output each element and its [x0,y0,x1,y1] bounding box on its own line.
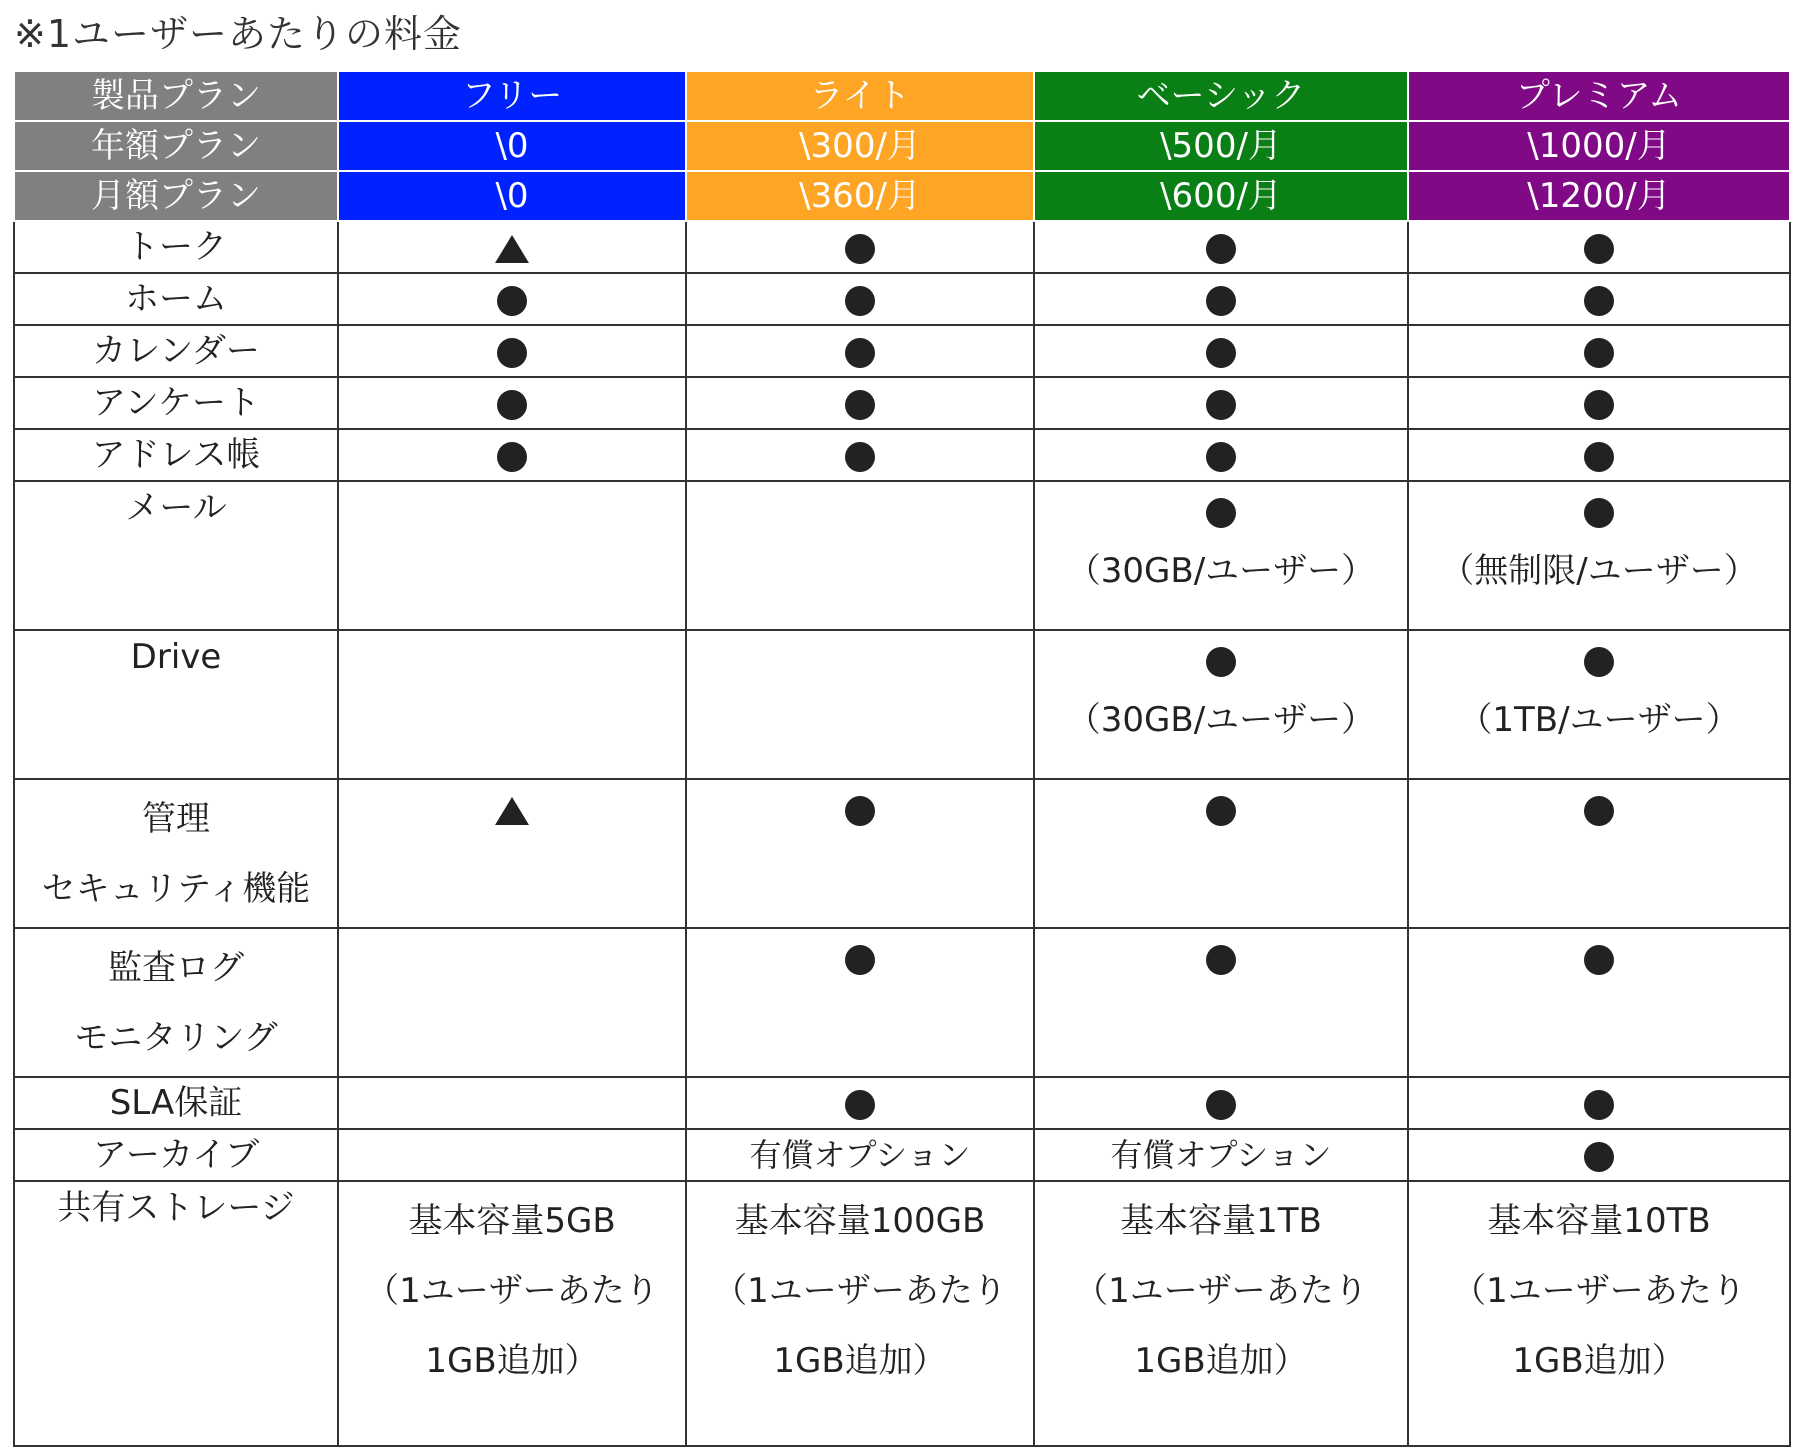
feature-cell [338,273,686,325]
available-circle-icon [1584,390,1614,420]
empty-mark [339,635,685,685]
available-circle-icon [845,945,875,975]
availability-mark [687,222,1033,272]
feature-label: アンケート [14,377,338,429]
annual-price-free: \0 [338,121,686,171]
available-circle-icon [1206,234,1236,264]
feature-cell [1034,377,1408,429]
empty-mark [339,1078,685,1128]
annual-price-lite: \300/月 [686,121,1034,171]
feature-label: ホーム [14,273,338,325]
feature-row-talk [14,221,1790,273]
storage-base: 基本容量5GB [408,1201,616,1241]
available-circle-icon [1584,1142,1614,1172]
feature-label: アーカイブ [14,1129,338,1181]
availability-mark [1409,326,1789,376]
feature-cell [686,429,1034,481]
availability-mark [1035,933,1407,983]
feature-cell [338,429,686,481]
availability-mark [339,430,685,480]
feature-row-home [14,273,1790,325]
available-circle-icon [1584,945,1614,975]
feature-label-text: 共有ストレージ [57,1188,295,1228]
availability-mark [687,933,1033,983]
feature-cell [1034,221,1408,273]
availability-mark [339,326,685,376]
feature-label-line: 監査ログ [108,948,244,988]
available-circle-icon [497,286,527,316]
feature-label [14,1181,338,1446]
storage-per-user: 1GB追加） [1512,1341,1686,1381]
feature-cell [1034,273,1408,325]
feature-cell [1034,325,1408,377]
quota-note: （1TB/ユーザー） [1458,700,1740,740]
feature-cell [1408,221,1790,273]
feature-cell [338,377,686,429]
feature-label: トーク [14,221,338,273]
feature-cell [1408,928,1790,1077]
feature-cell [1034,928,1408,1077]
availability-mark [339,784,685,834]
feature-cell [338,1129,686,1181]
available-circle-icon [1584,796,1614,826]
plan-name-lite: ライト [686,71,1034,121]
availability-mark [1409,486,1789,536]
feature-cell [1408,325,1790,377]
feature-label-text: Drive [130,637,222,677]
feature-cell [338,630,686,779]
monthly-row-label: 月額プラン [14,171,338,221]
feature-cell [686,221,1034,273]
feature-cell [686,377,1034,429]
empty-mark [687,635,1033,685]
paid-option-text: 有償オプション [1110,1136,1332,1174]
feature-cell [686,1129,1034,1181]
feature-cell [686,928,1034,1077]
empty-mark [339,1130,685,1180]
feature-cell [1034,779,1408,928]
available-circle-icon [1584,647,1614,677]
feature-cell [338,481,686,630]
availability-mark [339,274,685,324]
feature-label: カレンダー [14,325,338,377]
availability-mark [1035,274,1407,324]
feature-cell [686,325,1034,377]
feature-label: アドレス帳 [14,429,338,481]
availability-mark [1409,378,1789,428]
feature-row-calendar [14,325,1790,377]
feature-cell [1408,1077,1790,1129]
storage-cell [686,1181,1034,1446]
feature-cell [1408,1129,1790,1181]
available-circle-icon [1206,1090,1236,1120]
feature-row-sla [14,1077,1790,1129]
available-circle-icon [497,442,527,472]
feature-cell [338,325,686,377]
available-circle-icon [845,338,875,368]
feature-cell [1408,377,1790,429]
available-circle-icon [1206,286,1236,316]
feature-cell [1034,481,1408,630]
feature-cell [686,481,1034,630]
feature-cell [1408,273,1790,325]
plan-name-row [14,71,1790,121]
empty-mark [339,486,685,536]
available-circle-icon [497,390,527,420]
storage-base: 基本容量1TB [1120,1201,1322,1241]
available-circle-icon [1584,442,1614,472]
monthly-price-free: \0 [338,171,686,221]
available-circle-icon [1584,234,1614,264]
availability-mark [339,378,685,428]
plan-name-premium: プレミアム [1408,71,1790,121]
feature-row-survey [14,377,1790,429]
annual-price-row [14,121,1790,171]
feature-cell [686,1077,1034,1129]
pricing-note: ※1ユーザーあたりの料金 [14,12,463,56]
feature-cell [1034,630,1408,779]
availability-mark [1409,784,1789,834]
availability-mark [1409,274,1789,324]
available-circle-icon [1206,390,1236,420]
feature-cell [1034,1077,1408,1129]
storage-cell [1408,1181,1790,1446]
availability-mark [1409,222,1789,272]
plan-row-label: 製品プラン [14,71,338,121]
feature-label-line: モニタリング [74,1018,278,1058]
feature-cell [686,273,1034,325]
feature-cell [1408,779,1790,928]
feature-cell [1034,429,1408,481]
storage-per-user: （1ユーザーあたり [1452,1271,1746,1311]
available-circle-icon [1206,442,1236,472]
feature-cell [338,928,686,1077]
availability-mark [1409,1078,1789,1128]
available-circle-icon [497,338,527,368]
feature-cell [686,630,1034,779]
feature-cell [1034,1129,1408,1181]
plan-name-basic: ベーシック [1034,71,1408,121]
availability-mark [1035,222,1407,272]
feature-label [14,928,338,1077]
availability-mark [1409,1130,1789,1180]
availability-mark [687,430,1033,480]
availability-mark [1035,486,1407,536]
feature-cell [686,779,1034,928]
availability-mark [1035,1078,1407,1128]
availability-mark [687,274,1033,324]
storage-base: 基本容量100GB [734,1201,986,1241]
monthly-price-premium: \1200/月 [1408,171,1790,221]
feature-row-archive [14,1129,1790,1181]
feature-label-text: メール [125,488,227,528]
availability-mark [1409,933,1789,983]
availability-mark [1035,430,1407,480]
available-circle-icon [845,390,875,420]
feature-row-shared-storage [14,1181,1790,1446]
available-circle-icon [845,796,875,826]
feature-cell [338,779,686,928]
feature-cell [1408,630,1790,779]
available-circle-icon [845,234,875,264]
feature-row-audit-log [14,928,1790,1077]
storage-per-user: 1GB追加） [773,1341,947,1381]
feature-label [14,630,338,779]
annual-price-basic: \500/月 [1034,121,1408,171]
availability-mark [687,1078,1033,1128]
quota-note: （無制限/ユーザー） [1440,551,1758,591]
empty-mark [339,933,685,983]
available-circle-icon [845,286,875,316]
paid-option-text: 有償オプション [749,1136,971,1174]
feature-label: SLA保証 [14,1077,338,1129]
available-circle-icon [1206,647,1236,677]
feature-label [14,481,338,630]
annual-row-label: 年額プラン [14,121,338,171]
storage-per-user: 1GB追加） [1134,1341,1308,1381]
storage-cell [338,1181,686,1446]
plan-comparison-table [13,70,1791,1447]
quota-note: （30GB/ユーザー） [1066,551,1376,591]
available-circle-icon [1206,338,1236,368]
available-circle-icon [845,1090,875,1120]
available-circle-icon [1584,286,1614,316]
feature-cell [1408,481,1790,630]
storage-per-user: 1GB追加） [425,1341,599,1381]
storage-base: 基本容量10TB [1487,1201,1711,1241]
storage-per-user: （1ユーザーあたり [1074,1271,1368,1311]
feature-label [14,779,338,928]
available-circle-icon [1584,338,1614,368]
available-circle-icon [1584,498,1614,528]
availability-mark [1035,635,1407,685]
availability-mark [687,378,1033,428]
available-circle-icon [1206,945,1236,975]
availability-mark [1409,635,1789,685]
storage-cell [1034,1181,1408,1446]
feature-row-address-book [14,429,1790,481]
feature-cell [1408,429,1790,481]
availability-mark [687,326,1033,376]
available-circle-icon [1584,1090,1614,1120]
annual-price-premium: \1000/月 [1408,121,1790,171]
availability-mark [1409,430,1789,480]
available-circle-icon [1206,498,1236,528]
feature-label-line: セキュリティ機能 [41,869,311,909]
feature-row-mail [14,481,1790,630]
monthly-price-row [14,171,1790,221]
feature-row-admin-security [14,779,1790,928]
feature-label-line: 管理 [142,799,210,839]
availability-mark [1035,784,1407,834]
availability-mark [1035,326,1407,376]
feature-cell [338,1077,686,1129]
availability-mark [1035,378,1407,428]
available-circle-icon [845,442,875,472]
quota-note: （30GB/ユーザー） [1066,700,1376,740]
monthly-price-lite: \360/月 [686,171,1034,221]
feature-cell [338,221,686,273]
empty-mark [687,486,1033,536]
partial-triangle-icon [495,235,529,263]
partial-triangle-icon [495,797,529,825]
availability-mark [339,222,685,272]
feature-row-drive [14,630,1790,779]
availability-mark [687,784,1033,834]
storage-per-user: （1ユーザーあたり [713,1271,1007,1311]
available-circle-icon [1206,796,1236,826]
plan-name-free: フリー [338,71,686,121]
monthly-price-basic: \600/月 [1034,171,1408,221]
storage-per-user: （1ユーザーあたり [365,1271,659,1311]
